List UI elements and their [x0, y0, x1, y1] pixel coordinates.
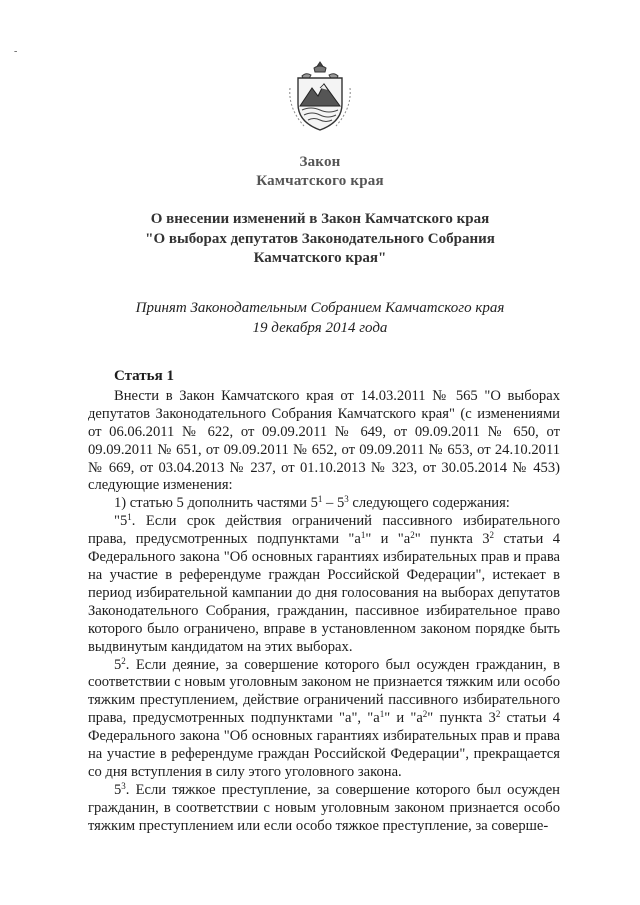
- article-title: Статья 1: [114, 368, 174, 384]
- subtitle-line1: О внесении изменений в Закон Камчатского края: [150, 211, 490, 227]
- adoption-date: 19 декабря 2014 года: [252, 320, 388, 336]
- margin-mark: -: [14, 46, 18, 57]
- subtitle-line3: Камчатского края": [253, 250, 387, 266]
- adoption-note: [0, 298, 640, 338]
- adoption-line1: Принят Законодательным Собранием Камчатского края: [135, 300, 505, 316]
- article-body: [88, 368, 560, 836]
- law-subtitle: [0, 210, 640, 269]
- paragraph-5-1: "$5^1$. Если срок действия ограничений пассивного избирательного права, предусмотренных подпунктами "$а^1$" и "$а^2$" пункта $3^2$ статьи 4 Федерального закона "Об основных гарантиях избирательных прав и права на участие в референдуме граждан Российской Федерации", истекает в период избирательной кампании до дня голосования на выборах депутатов Законодательного Собрания, гражданин, пассивное избирательное право которого было ограничено, вправе в установленном законом порядке быть выдвинутым кандидатом на этих выборах.: [88, 512, 561, 655]
- article-intro: Внести в Закон Камчатского края от 14.03.2011 № 565 "О выборах депутатов Законодательного Собрания Камчатского края" (с изменениями от 06.06.2011 № 622, от 09.09.2011 № 649, от 09.09.2011 № 650, от 09.09.2011 № 651, от 09.09.2011 № 652, от 09.09.2011 № 653, от 24.10.2011 № 669, от 03.04.2013 № 237, от 01.10.2013 № 323, от 30.05.2014 № 453) следующие изменения:: [88, 387, 560, 494]
- law-title: [0, 153, 640, 191]
- paragraph-5-3: $5^3$. Если тяжкое преступление, за совершение которого был осужден гражданин, в соответствии с новым уголовным законом признается особо тяжким преступлением или если особо тяжкое преступление, за соверше-: [88, 780, 560, 834]
- law-title-line2: Камчатского края: [256, 173, 384, 189]
- amendment-item-1: 1) статью 5 дополнить частями $5^1 - 5^3$ следующего содержания:: [114, 494, 510, 512]
- paragraph-5-2: $5^2$. Если деяние, за совершение которого был осужден гражданин, в соответствии с новым уголовным законом не признается тяжким или особо тяжким преступлением, действие ограничений пассивного избирательного права, предусмотренных подпунктами "а", "$а^1$" и "$а^2$" пункта $3^2$ статьи 4 Федерального закона "Об основных гарантиях избирательных прав и права на участие в референдуме граждан Российской Федерации", прекращается со дня вступления в силу этого уголовного закона.: [88, 655, 560, 780]
- law-title-line1: Закон: [299, 154, 341, 170]
- subtitle-line2: "О выборах депутатов Законодательного Собрания: [145, 230, 495, 247]
- coat-of-arms-icon: [284, 58, 356, 134]
